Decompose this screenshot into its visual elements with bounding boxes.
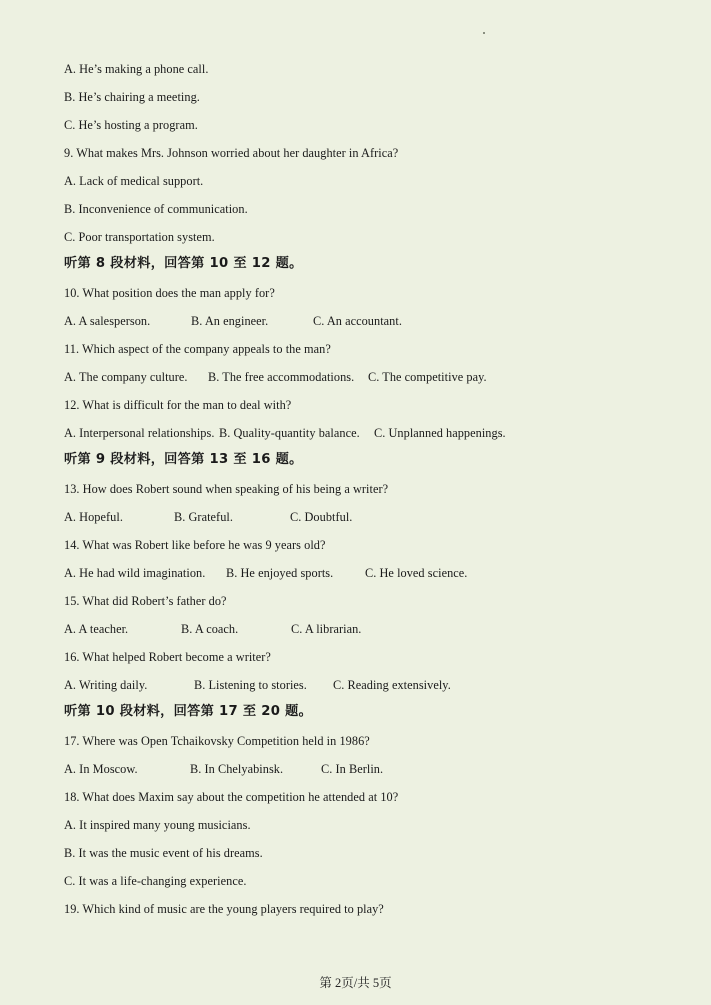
q15-option-a: A. A teacher.	[64, 622, 129, 636]
q16-option-a: A. Writing daily.	[64, 678, 148, 692]
q10-option-c: C. An accountant.	[313, 314, 402, 328]
q8-option-c: C. He’s hosting a program.	[64, 118, 198, 132]
q8-option-b: B. He’s chairing a meeting.	[64, 90, 200, 104]
q14-option-b: B. He enjoyed sports.	[226, 566, 334, 580]
q18-option-c: C. It was a life-changing experience.	[64, 874, 247, 888]
q15-option-b: B. A coach.	[181, 622, 239, 636]
q8-option-a: A. He’s making a phone call.	[64, 62, 209, 76]
q13-option-a: A. Hopeful.	[64, 510, 123, 524]
q14-question: 14. What was Robert like before he was 9 years old?	[64, 538, 326, 552]
q17-option-b: B. In Chelyabinsk.	[190, 762, 284, 776]
q12-option-b: B. Quality-quantity balance.	[219, 426, 360, 440]
q9-option-a: A. Lack of medical support.	[64, 174, 204, 188]
q14-option-c: C. He loved science.	[365, 566, 468, 580]
section-8-heading: 听第 8 段材料，回答第 10 至 12 题。	[64, 256, 303, 271]
q17-option-a: A. In Moscow.	[64, 762, 138, 776]
q9-option-c: C. Poor transportation system.	[64, 230, 215, 244]
q16-option-c: C. Reading extensively.	[333, 678, 451, 692]
q19-question: 19. Which kind of music are the young players required to play?	[64, 902, 384, 916]
page-indicator: 第 2页/共 5页	[319, 976, 392, 990]
q14-option-a: A. He had wild imagination.	[64, 566, 206, 580]
q16-question: 16. What helped Robert become a writer?	[64, 650, 271, 664]
q10-question: 10. What position does the man apply for?	[64, 286, 275, 300]
q13-option-b: B. Grateful.	[174, 510, 233, 524]
section-10-heading: 听第 10 段材料，回答第 17 至 20 题。	[64, 704, 313, 719]
section-9-heading: 听第 9 段材料，回答第 13 至 16 题。	[64, 452, 303, 467]
q11-question: 11. Which aspect of the company appeals to the man?	[64, 342, 331, 356]
q13-option-c: C. Doubtful.	[290, 510, 353, 524]
q17-question: 17. Where was Open Tchaikovsky Competition held in 1986?	[64, 734, 370, 748]
q12-option-c: C. Unplanned happenings.	[374, 426, 506, 440]
q9-question: 9. What makes Mrs. Johnson worried about her daughter in Africa?	[64, 146, 399, 160]
q18-option-b: B. It was the music event of his dreams.	[64, 846, 263, 860]
q18-option-a: A. It inspired many young musicians.	[64, 818, 251, 832]
q10-option-b: B. An engineer.	[191, 314, 269, 328]
stray-mark	[483, 32, 485, 34]
q11-option-a: A. The company culture.	[64, 370, 188, 384]
q10-option-a: A. A salesperson.	[64, 314, 151, 328]
q11-option-c: C. The competitive pay.	[368, 370, 487, 384]
q15-question: 15. What did Robert’s father do?	[64, 594, 227, 608]
q17-option-c: C. In Berlin.	[321, 762, 384, 776]
q9-option-b: B. Inconvenience of communication.	[64, 202, 248, 216]
q13-question: 13. How does Robert sound when speaking of his being a writer?	[64, 482, 389, 496]
q12-option-a: A. Interpersonal relationships.	[64, 426, 215, 440]
q11-option-b: B. The free accommodations.	[208, 370, 355, 384]
q12-question: 12. What is difficult for the man to deal with?	[64, 398, 292, 412]
q16-option-b: B. Listening to stories.	[194, 678, 307, 692]
q15-option-c: C. A librarian.	[291, 622, 362, 636]
q18-question: 18. What does Maxim say about the competition he attended at 10?	[64, 790, 399, 804]
